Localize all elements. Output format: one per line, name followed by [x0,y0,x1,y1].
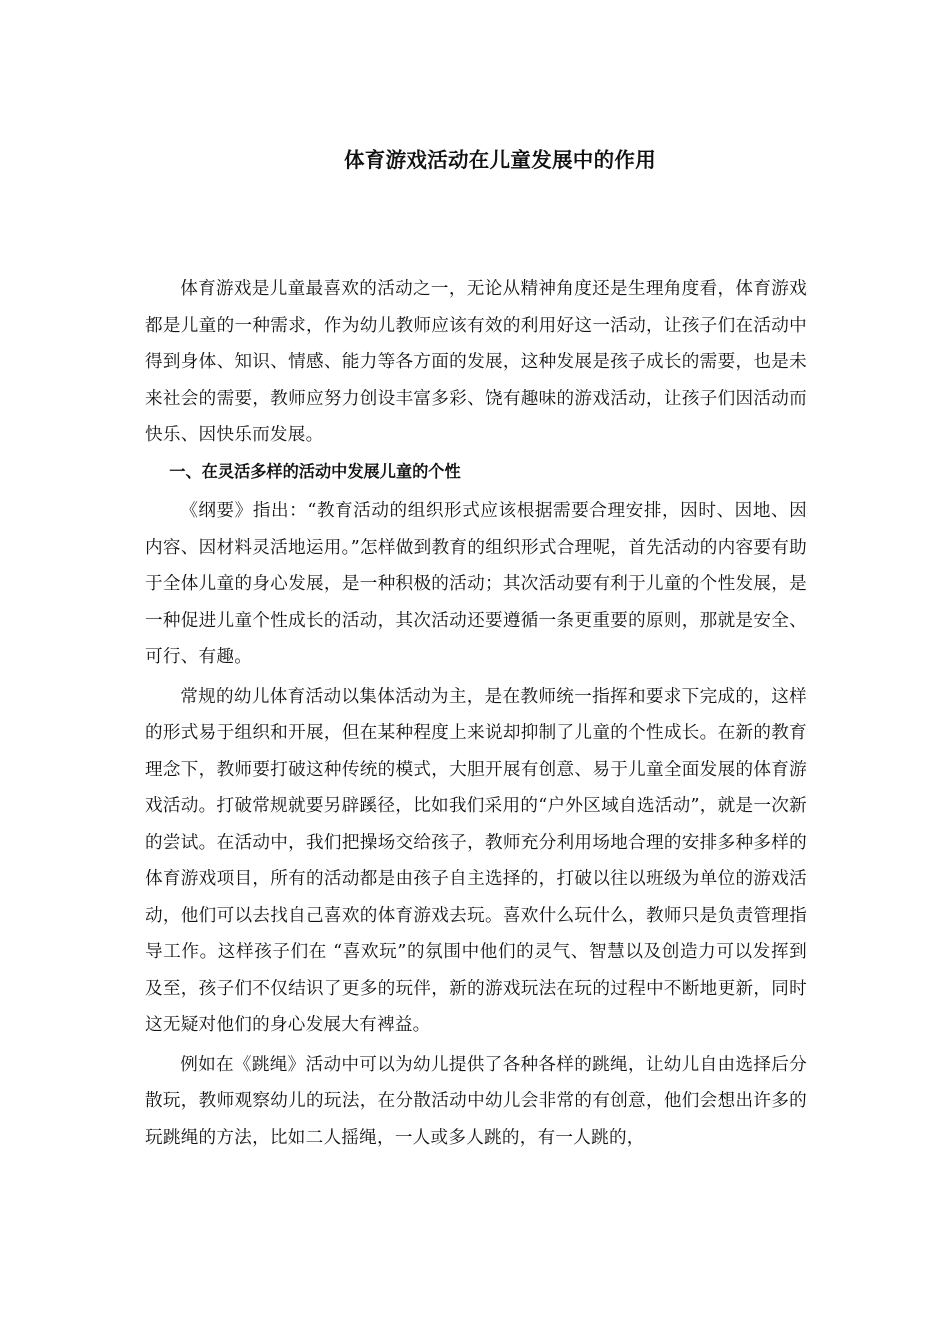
section-heading: 一、在灵活多样的活动中发展儿童的个性 [169,461,461,481]
body-paragraph-rope-skipping: 例如在《跳绳》活动中可以为幼儿提供了各种各样的跳绳，让幼儿自由选择后分散玩，教师观察幼儿的玩法，在分散活动中幼儿会非常的有创意，他们会想出许多的玩跳绳的方法，比如二人摇绳，一人或多人跳的，有一人跳的， [145,1054,807,1148]
body-paragraph-conventional-activities: 常规的幼儿体育活动以集体活动为主，是在教师统一指挥和要求下完成的，这样的形式易于组织和开展，但在某种程度上来说却抑制了儿童的个性成长。在新的教育理念下，教师要打破这种传统的模式，大胆开展有创意、易于儿童全面发展的体育游戏活动。打破常规就要另辟蹊径，比如我们采用的“户外区域自选活动”，就是一次新的尝试。在活动中，我们把操场交给孩子，教师充分利用场地合理的安排多种多样的体育游戏项目，所有的活动都是由孩子自主选择的，打破以往以班级为单位的游戏活动，他们可以去找自己喜欢的体育游戏去玩。喜欢什么玩什么，教师只是负责管理指导工作。这样孩子们在 “喜欢玩”的氛围中他们的灵气、智慧以及创造力可以发挥到及至，孩子们不仅结识了更多的玩伴，新的游戏玩法在玩的过程中不断地更新，同时这无疑对他们的身心发展大有裨益。 [145,686,807,1035]
body-paragraph-guideline: 《纲要》指出：“教育活动的组织形式应该根据需要合理安排，因时、因地、因内容、因材料灵活地运用。”怎样做到教育的组织形式合理呢，首先活动的内容要有助于全体儿童的身心发展，是一种积极的活动；其次活动要有利于儿童的个性发展，是一种促进儿童个性成长的活动，其次活动还要遵循一条更重要的原则，那就是安全、可行、有趣。 [145,501,807,667]
intro-paragraph: 体育游戏是儿童最喜欢的活动之一，无论从精神角度还是生理角度看，体育游戏都是儿童的一种需求，作为幼儿教师应该有效的利用好这一活动，让孩子们在活动中得到身体、知识、情感、能力等各方面的发展，这种发展是孩子成长的需要，也是未来社会的需要，教师应努力创设丰富多彩、饶有趣味的游戏活动，让孩子们因活动而快乐、因快乐而发展。 [145,279,807,445]
document-title: 体育游戏活动在儿童发展中的作用 [344,148,656,172]
document-body [145,271,807,1156]
